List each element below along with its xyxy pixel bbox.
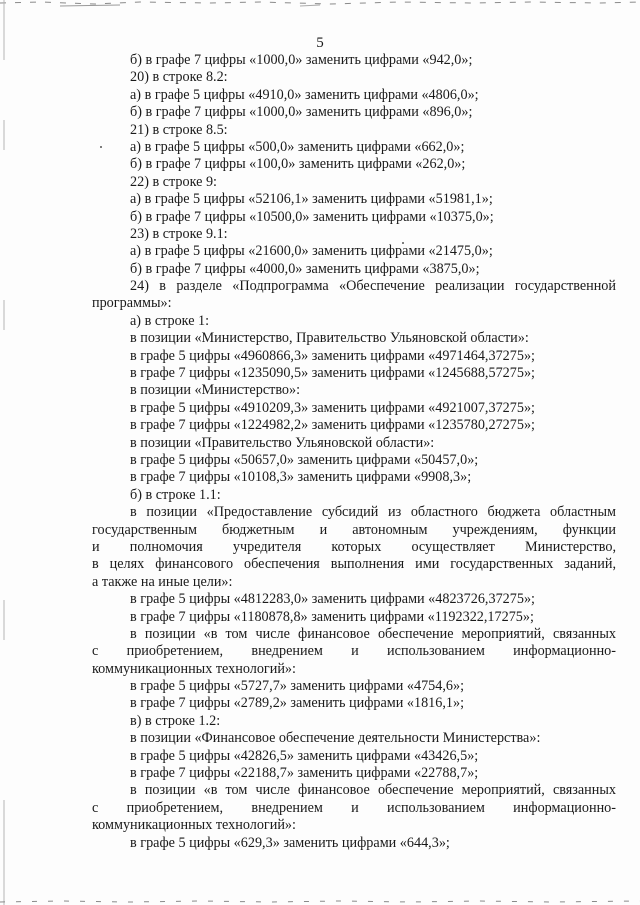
text-line: б) в графе 7 цифры «10500,0» заменить цифрами «10375,0»; <box>130 208 494 225</box>
text-line: в позиции «Финансовое обеспечение деятельности Министерства»: <box>130 730 541 747</box>
text-line: с приобретением, внедрением и использованием информационно- <box>92 799 616 816</box>
text-line: а также на иные цели»: <box>92 573 233 590</box>
text-line: в позиции «Правительство Ульяновской области»: <box>130 434 435 451</box>
text-line: а) в графе 5 цифры «21600,0» заменить цифрами «21475,0»; <box>130 243 493 260</box>
text-line: с приобретением, внедрением и использованием информационно- <box>92 643 616 660</box>
text-line: в графе 5 цифры «4812283,0» заменить цифрами «4823726,37275»; <box>130 591 535 608</box>
text-line: в графе 5 цифры «5727,7» заменить цифрами «4754,6»; <box>130 678 465 695</box>
text-line: государственным бюджетным и автономным учреждениям, функции <box>92 521 616 538</box>
text-line: в позиции «Министерство, Правительство Ульяновской области»: <box>130 330 529 347</box>
scan-edge-top <box>0 0 640 12</box>
scan-edge-left <box>0 0 10 905</box>
text-line: 23) в строке 9.1: <box>130 225 228 242</box>
text-line: а) в графе 5 цифры «4910,0» заменить цифрами «4806,0»; <box>130 86 479 103</box>
text-line: в позиции «в том числе финансовое обеспечение мероприятий, связанных <box>130 782 616 799</box>
text-line: в графе 7 цифры «22188,7» заменить цифрами «22788,7»; <box>130 765 479 782</box>
scan-edge-bottom <box>0 893 640 905</box>
text-line: а) в строке 1: <box>130 312 210 329</box>
text-line: в графе 7 цифры «1224982,2» заменить цифрами «1235780,27275»; <box>130 417 535 434</box>
text-line: в графе 5 цифры «629,3» заменить цифрами «644,3»; <box>130 834 450 851</box>
text-line: б) в графе 7 цифры «1000,0» заменить цифрами «942,0»; <box>130 52 473 68</box>
text-line: в графе 7 цифры «10108,3» заменить цифрами «9908,3»; <box>130 469 472 486</box>
text-line: и полномочия учредителя которых осуществляет Министерство, <box>92 538 616 555</box>
text-line: 22) в строке 9: <box>130 173 217 190</box>
text-line: в графе 7 цифры «1235090,5» заменить цифрами «1245688,57275»; <box>130 365 535 382</box>
text-line: в целях финансового обеспечения выполнения ими государственных заданий, <box>92 556 616 573</box>
text-line: а) в графе 5 цифры «52106,1» заменить цифрами «51981,1»; <box>130 191 493 208</box>
text-line: б) в графе 7 цифры «1000,0» заменить цифрами «896,0»; <box>130 104 473 121</box>
text-line: в графе 5 цифры «50657,0» заменить цифрами «50457,0»; <box>130 451 479 468</box>
text-line: 20) в строке 8.2: <box>130 69 228 86</box>
text-line: 24) в разделе «Подпрограмма «Обеспечение реализации государственной <box>130 278 616 295</box>
text-line: б) в графе 7 цифры «100,0» заменить цифрами «262,0»; <box>130 156 466 173</box>
text-line: в графе 7 цифры «2789,2» заменить цифрами «1816,1»; <box>130 695 465 712</box>
text-line: в позиции «Министерство»: <box>130 382 301 399</box>
text-line: в позиции «в том числе финансовое обеспечение мероприятий, связанных <box>130 625 616 642</box>
text-line: б) в графе 7 цифры «4000,0» заменить цифрами «3875,0»; <box>130 260 480 277</box>
text-line: программы»: <box>92 295 172 312</box>
text-line: коммуникационных технологий»: <box>92 660 296 677</box>
text-line: в) в строке 1.2: <box>130 712 221 729</box>
text-line: коммуникационных технологий»: <box>92 817 296 834</box>
text-line: в графе 5 цифры «4910209,3» заменить цифрами «4921007,37275»; <box>130 399 535 416</box>
text-line: в графе 7 цифры «1180878,8» заменить цифрами «1192322,17275»; <box>130 608 534 625</box>
text-line: в графе 5 цифры «42826,5» заменить цифрами «43426,5»; <box>130 747 479 764</box>
text-line: а) в графе 5 цифры «500,0» заменить цифрами «662,0»; <box>130 138 465 155</box>
text-line: в позиции «Предоставление субсидий из областного бюджета областным <box>130 504 616 521</box>
text-line: б) в строке 1.1: <box>130 486 221 503</box>
text-line: в графе 5 цифры «4960866,3» заменить цифрами «4971464,37275»; <box>130 347 535 364</box>
document-body <box>92 52 616 852</box>
text-line: 21) в строке 8.5: <box>130 121 228 138</box>
page-number: 5 <box>316 35 324 51</box>
